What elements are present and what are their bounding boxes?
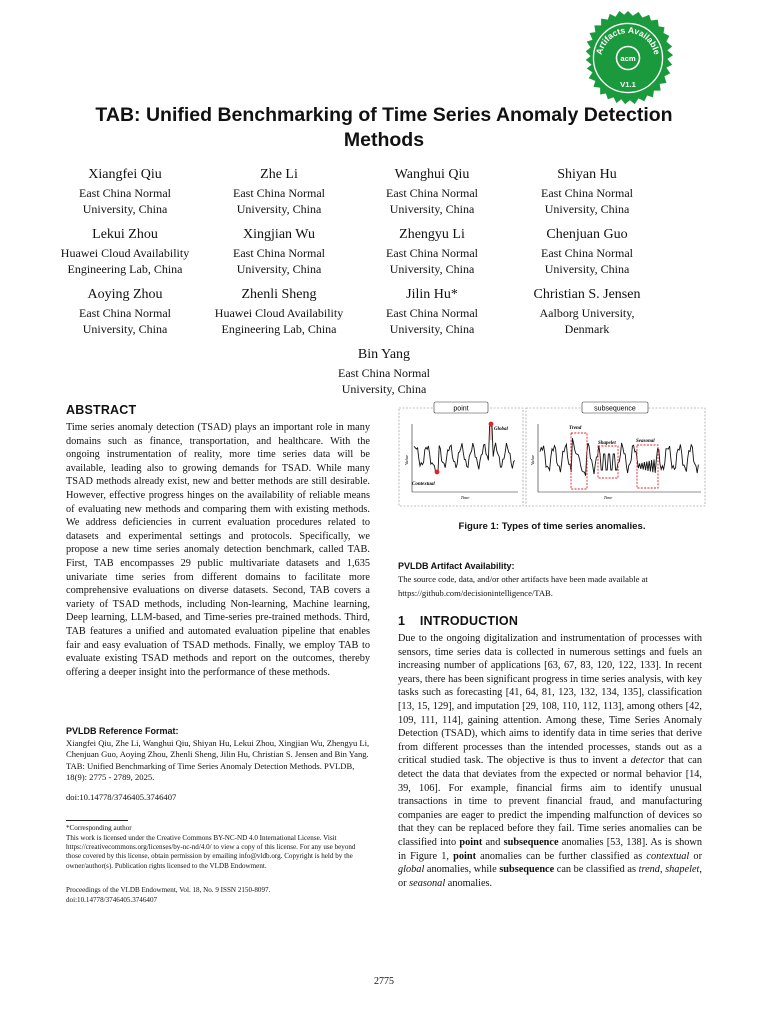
author-affiliation: East China Normal [233, 246, 325, 260]
point-xlabel: Time [460, 495, 470, 500]
author-name: Zhe Li [260, 167, 298, 182]
author-affiliation: University, China [236, 202, 322, 216]
author-affiliation: East China Normal [79, 186, 171, 200]
author-affiliation: University, China [389, 322, 475, 336]
page-number: 2775 [374, 976, 394, 987]
author-affiliation: East China Normal [541, 186, 633, 200]
reference-format-text: Xiangfei Qiu, Zhe Li, Wanghui Qiu, Shiyan Hu, Lekui Zhou, Xingjian Wu, Zhengyu Li, Chenjuan Guo, Aoying Zhou, Zhenli Sheng, Jilin Hu, Christian S. Jensen and Bin Yang. TAB: Unified Benchmarking of Time Series Anomaly Detection Methods. PVLDB, 18(9): 2775 - 2789, 2025. [66, 738, 370, 783]
intro-title: INTRODUCTION [419, 614, 519, 628]
author-name: Jilin Hu* [406, 287, 458, 302]
author-entry [347, 286, 517, 337]
author-name: Chenjuan Guo [546, 227, 628, 242]
abstract-text: Time series anomaly detection (TSAD) plays an important role in many domains such as finance, transportation, and healthcare. With the ongoing instrumentation of reality, more time series data will be available, leading also to growing demands for TSAD. While many TSAD methods already exist, new and better methods are still desirable. However, effective progress hinges on the availability of reliable means of evaluating new methods and comparing them with existing methods. We address deficiencies in current evaluation procedures related to datasets and experimental settings and protocols. Specifically, we propose a new time series anomaly detection benchmark, called TAB. First, TAB encompasses 29 public multivariate datasets and 1,635 univariate time series from different domains to facilitate more comprehensive evaluations on diverse datasets. Second, TAB covers a variety of TSAD methods, including Non-learning, Machine learning, Deep learning, LLM-based, and Time-series pre-trained methods. Third, TAB features a unified and automated evaluation pipeline that enables fair and easy evaluation of TSAD methods. Finally, we employ TAB to evaluate existing TSAD methods and report on the outcomes, thereby offering a deeper insight into the performance of these methods. [66, 422, 370, 678]
author-affiliation: East China Normal [338, 366, 430, 380]
author-entry [194, 166, 364, 217]
author-entry [40, 166, 210, 217]
point-label: point [453, 405, 469, 413]
contextual-label: Contextual [412, 482, 435, 487]
author-entry [40, 286, 210, 337]
author-affiliation: East China Normal [386, 306, 478, 320]
reference-format-heading: PVLDB Reference Format: [66, 726, 179, 736]
author-affiliation: University, China [341, 382, 427, 396]
author-affiliation: University, China [82, 202, 168, 216]
author-affiliation: University, China [544, 262, 630, 276]
figure-1-caption: Figure 1: Types of time series anomalies. [458, 521, 646, 532]
paper-title: TAB: Unified Benchmarking of Time Series Anomaly Detection Methods [95, 104, 673, 151]
author-affiliation: University, China [544, 202, 630, 216]
author-name: Lekui Zhou [92, 227, 158, 242]
footnote-license: This work is licensed under the Creative Commons BY-NC-ND 4.0 International License. Visit https://creativecommons.org/licenses/by-nc-nd/4.0/ to view a copy of this license. For any use beyond those covered by this license, obtain permission by emailing info@vldb.org. Copyright is held by the owner/author(s). Publication rights licensed to the VLDB Endowment. [66, 834, 356, 870]
author-name: Zhengyu Li [399, 227, 465, 242]
global-label: Global [494, 427, 508, 432]
author-name: Shiyan Hu [557, 167, 617, 182]
badge-version-text: V1.1 [620, 79, 636, 89]
author-name: Xiangfei Qiu [88, 167, 162, 182]
point-ylabel: Value [404, 455, 409, 465]
author-affiliation: East China Normal [386, 246, 478, 260]
author-affiliation: University, China [82, 322, 168, 336]
intro-number: 1 [398, 614, 406, 628]
footnote-proceedings: Proceedings of the VLDB Endowment, Vol. 18, No. 9 ISSN 2150-8097. [66, 886, 271, 894]
intro-heading [398, 614, 518, 628]
author-affiliation: University, China [389, 262, 475, 276]
author-entry [502, 166, 672, 217]
author-entry [299, 346, 469, 397]
subsequence-xlabel: Time [603, 495, 613, 500]
author-affiliation: Huawei Cloud Availability [60, 246, 190, 260]
author-affiliation: East China Normal [386, 186, 478, 200]
author-name: Wanghui Qiu [394, 167, 470, 182]
author-name: Bin Yang [357, 347, 411, 362]
figure-1-anomaly-types [398, 400, 706, 508]
badge-center-text: acm [620, 53, 636, 63]
contextual-anomaly-marker [435, 470, 440, 475]
author-name: Xingjian Wu [243, 227, 315, 242]
author-entry [347, 226, 517, 277]
intro-text: Due to the ongoing digitalization and instrumentation of processes with sensors, time series data is collected in numerous settings and fuels an increasing number of applications [63, 67, 83, 120, 122, 133]. In recent years, there has been significant progress in time series analysis, with key tasks such as forecasting [41, 64, 81, 123, 132, 134, 135], classification [13, 15, 129], and imputation [29, 108, 110, 112, 113], among others [42, 109, 111, 114], gaining attention. Among these, Time Series Anomaly Detection (TSAD), which aims to identify data in time series that derive from different processes than the intended processes, stands out as a critical studied task. The objective is thus to invent a detector that can detect the data that deviates from the expected or normal behavior [14, 39, 106]. For example, financial firms aim to identify unusual transactions in time to prevent financial fraud, and manufacturing companies are eager to predict the impending malfunction of devices so that they can be replaced before they fail. Time series anomalies can be classified into point and subsequence anomalies [53, 138]. As is shown in Figure 1, point anomalies can be further classified as contextual or global anomalies, while subsequence can be classified as trend, shapelet, or seasonal anomalies. [398, 633, 703, 889]
seasonal-label: Seasonal [636, 439, 655, 444]
author-affiliation: Engineering Lab, China [67, 262, 183, 276]
artifact-text: The source code, data, and/or other artifacts have been made available at [398, 574, 648, 584]
author-affiliation: University, China [389, 202, 475, 216]
author-entry [502, 286, 672, 337]
author-name: Aoying Zhou [87, 287, 163, 302]
author-affiliation: University, China [236, 262, 322, 276]
author-entry [347, 166, 517, 217]
author-affiliation: East China Normal [233, 186, 325, 200]
author-affiliation: Denmark [564, 322, 610, 336]
author-entry [40, 226, 210, 277]
author-affiliation: Huawei Cloud Availability [214, 306, 344, 320]
subsequence-ylabel: Value [530, 455, 535, 465]
author-name: Christian S. Jensen [533, 287, 641, 302]
author-affiliation: East China Normal [541, 246, 633, 260]
author-affiliation: Aalborg University, [539, 306, 635, 320]
author-entry [194, 226, 364, 277]
artifact-heading: PVLDB Artifact Availability: [398, 561, 515, 571]
point-series-line [414, 426, 515, 472]
trend-label: Trend [569, 426, 582, 431]
footnote-rule [66, 820, 128, 821]
acm-artifacts-available-badge [580, 10, 676, 106]
shapelet-label: Shapelet [598, 441, 616, 446]
author-affiliation: East China Normal [79, 306, 171, 320]
reference-format-doi: doi:10.14778/3746405.3746407 [66, 792, 177, 802]
footnote-doi: doi:10.14778/3746405.3746407 [66, 896, 158, 904]
badge-top-text: Artifacts Available [593, 24, 663, 56]
author-name: Zhenli Sheng [241, 287, 317, 302]
subsequence-series-line [540, 438, 698, 476]
author-entry [502, 226, 672, 277]
footnote-corresponding: *Corresponding author [66, 824, 132, 832]
artifact-link[interactable]: https://github.com/decisionintelligence/TAB. [398, 588, 553, 598]
author-affiliation: Engineering Lab, China [221, 322, 337, 336]
subsequence-panel-border [526, 405, 705, 506]
author-entry [194, 286, 364, 337]
abstract-heading: ABSTRACT [66, 403, 137, 417]
subsequence-label: subsequence [594, 405, 636, 413]
